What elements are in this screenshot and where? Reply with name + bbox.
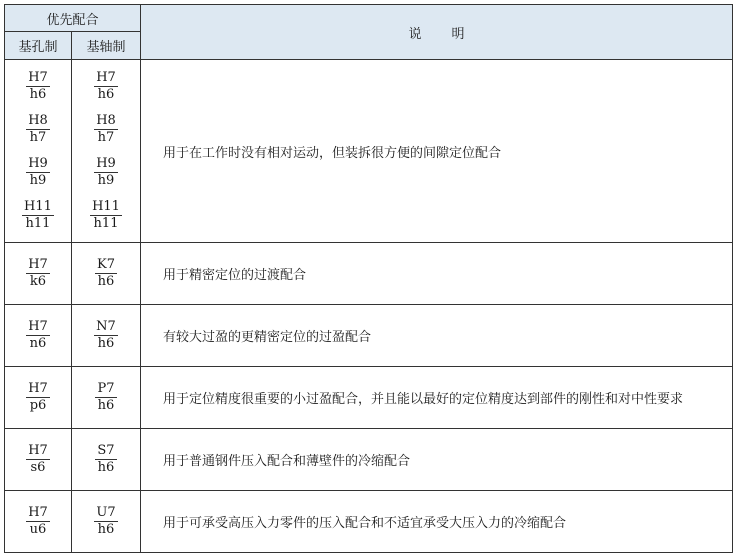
header-desc-a: 说 xyxy=(408,26,422,42)
shaft-cell xyxy=(72,305,141,367)
shaft-cell xyxy=(72,491,141,553)
description-cell: 用于可承受高压入力零件的压入配合和不适宜承受大压入力的冷缩配合 xyxy=(141,491,733,553)
description-cell: 用于普通钢件压入配合和薄壁件的冷缩配合 xyxy=(141,429,733,491)
hole-cell xyxy=(5,429,72,491)
description-cell: 用于定位精度很重要的小过盈配合，并且能以最好的定位精度达到部件的刚性和对中性要求 xyxy=(141,367,733,429)
description-cell: 用于精密定位的过渡配合 xyxy=(141,243,733,305)
description-cell: 有较大过盈的更精密定位的过盈配合 xyxy=(141,305,733,367)
fit-table xyxy=(4,4,733,553)
fit-fraction: $\frac{H7}{h6}$ xyxy=(28,70,48,102)
description-cell: 用于在工作时没有相对运动，但装拆很方便的间隙定位配合 xyxy=(141,60,733,243)
hole-cell xyxy=(5,243,72,305)
fit-fraction: $\frac{H7}{h6}$ xyxy=(96,70,116,102)
shaft-cell xyxy=(72,367,141,429)
hole-cell xyxy=(5,305,72,367)
fit-fraction: $\frac{P7}{h6}$ xyxy=(97,381,115,413)
fit-fraction: $\frac{H7}{k6}$ xyxy=(28,257,48,289)
fit-fraction: $\frac{H8}{h7}$ xyxy=(96,113,116,145)
table-row xyxy=(5,367,733,429)
shaft-cell xyxy=(72,60,141,243)
header-description xyxy=(141,5,733,60)
fit-fraction: $\frac{H9}{h9}$ xyxy=(96,156,116,188)
table-row xyxy=(5,60,733,243)
fit-fraction: $\frac{S7}{h6}$ xyxy=(97,443,115,475)
header-hole-basis: 基孔制 xyxy=(5,32,72,60)
table-row xyxy=(5,491,733,553)
fit-fraction: $\frac{U7}{h6}$ xyxy=(96,505,116,537)
fit-fraction: $\frac{N7}{h6}$ xyxy=(96,319,116,351)
table-row xyxy=(5,305,733,367)
fit-fraction: $\frac{H11}{h11}$ xyxy=(24,199,52,231)
fit-fraction: $\frac{H7}{u6}$ xyxy=(28,505,48,537)
hole-cell xyxy=(5,367,72,429)
header-preferred: 优先配合 xyxy=(5,5,141,32)
fit-fraction: $\frac{H8}{h7}$ xyxy=(28,113,48,145)
header-shaft-basis: 基轴制 xyxy=(72,32,141,60)
shaft-cell xyxy=(72,243,141,305)
fit-fraction: $\frac{H11}{h11}$ xyxy=(92,199,120,231)
shaft-cell xyxy=(72,429,141,491)
table-row xyxy=(5,429,733,491)
fit-fraction: $\frac{H7}{p6}$ xyxy=(28,381,48,413)
hole-cell xyxy=(5,60,72,243)
table-row xyxy=(5,243,733,305)
hole-cell xyxy=(5,491,72,553)
fit-fraction: $\frac{H7}{s6}$ xyxy=(28,443,48,475)
fit-fraction: $\frac{H9}{h9}$ xyxy=(28,156,48,188)
header-desc-b: 明 xyxy=(451,26,465,42)
fit-fraction: $\frac{H7}{n6}$ xyxy=(28,319,48,351)
fit-fraction: $\frac{K7}{h6}$ xyxy=(97,257,115,289)
